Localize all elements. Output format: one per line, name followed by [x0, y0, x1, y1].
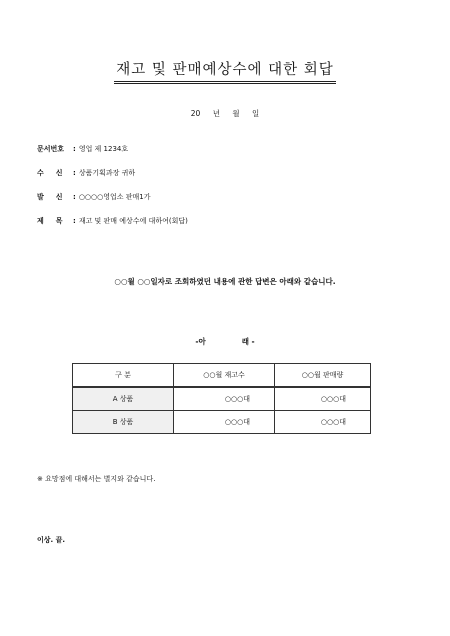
row-category: A 상품 [73, 387, 174, 411]
stock-table [72, 363, 371, 434]
header-sales: ○○월 판매량 [275, 364, 371, 388]
row-sales: ○○○대 [275, 411, 371, 434]
meta-separator: : [73, 169, 76, 177]
row-stock: ○○○대 [174, 411, 275, 434]
meta-key: 문서번호 [37, 145, 65, 153]
document-title-text: 재고 및 판매예상수에 대한 회답 [114, 58, 336, 84]
meta-value: 재고 및 판매 예상수에 대하여(회답) [78, 217, 188, 225]
meta-separator: : [73, 193, 76, 201]
meta-row-doc-number [37, 144, 128, 154]
table-header-row [73, 364, 371, 388]
section-heading-left: -아 [195, 337, 206, 346]
meta-row-sender [37, 192, 151, 202]
row-stock: ○○○대 [174, 387, 275, 411]
meta-row-recipient [37, 168, 135, 178]
row-category: B 상품 [73, 411, 174, 434]
meta-key: 제 목 [37, 217, 63, 225]
document-date: 20 년 월 일 [190, 109, 260, 118]
section-heading-right: 래 - [241, 337, 255, 346]
meta-separator: : [73, 217, 76, 225]
document-title [0, 58, 450, 84]
row-sales: ○○○대 [275, 387, 371, 411]
intro-paragraph: ○○월 ○○일자로 조회하였던 내용에 관한 답변은 아래와 같습니다. [114, 277, 336, 286]
meta-key: 발 신 [37, 193, 63, 201]
note-text: ※ 요망점에 대해서는 별지와 같습니다. [37, 475, 156, 483]
meta-key: 수 신 [37, 169, 63, 177]
header-category: 구 분 [73, 364, 174, 388]
meta-value: 상품기획과장 귀하 [78, 169, 136, 177]
section-heading [0, 336, 450, 347]
closing-text: 이상. 끝. [37, 536, 66, 544]
meta-separator: : [73, 145, 76, 153]
header-stock: ○○월 재고수 [174, 364, 275, 388]
meta-value: 영업 제 1234호 [78, 145, 129, 153]
table-row [73, 411, 371, 434]
meta-row-subject [37, 216, 188, 226]
meta-value: ○○○○영업소 판매1가 [78, 193, 151, 201]
table-row [73, 387, 371, 411]
